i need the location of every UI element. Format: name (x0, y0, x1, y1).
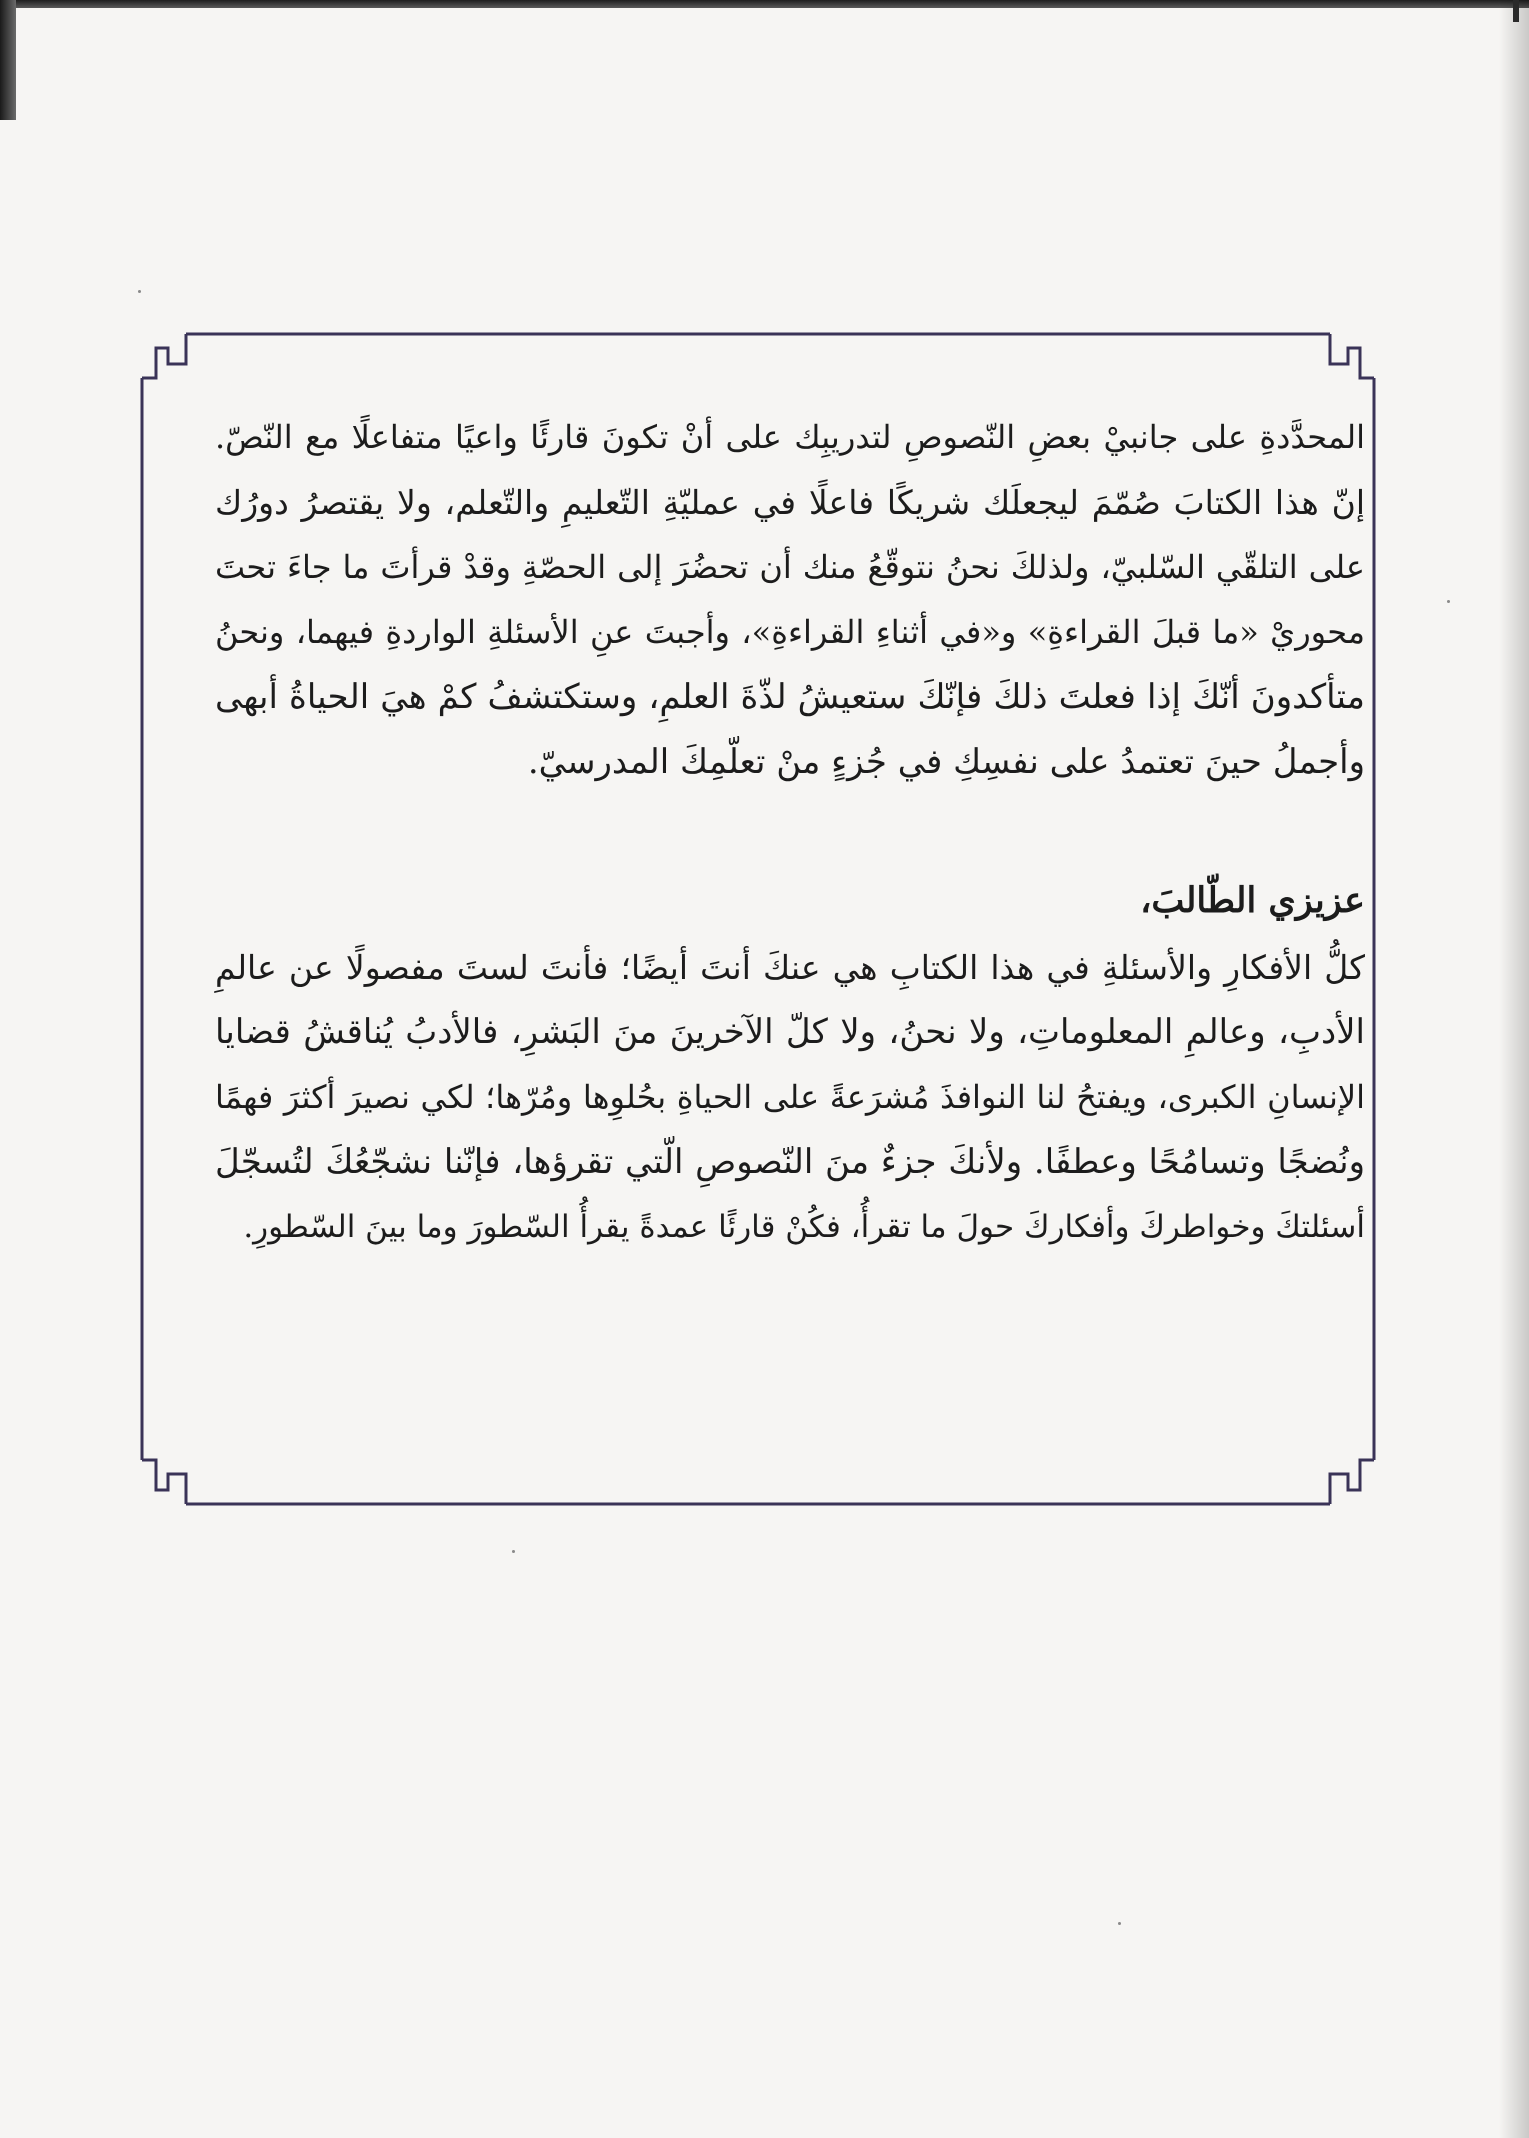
body-line: ونُضجًا وتسامُحًا وعطفًا. ولأنكَ جزءٌ منَ النّصوصِ الّتي تقرؤها، فإنّنا نشجّعُكَ لتُسجّلَ (215, 1142, 1365, 1182)
scan-top-edge (0, 0, 1529, 8)
scan-speck (1118, 1922, 1121, 1925)
intro-line: محوريْ «ما قبلَ القراءةِ» و«في أثناءِ القراءةِ»، وأجبتَ عنِ الأسئلةِ الواردةِ فيهما، ونحنُ (215, 613, 1365, 651)
intro-line: على التلقّي السّلبيّ، ولذلكَ نحنُ نتوقّعُ منك أن تحضُرَ إلى الحصّةِ وقدْ قرأتَ ما جاءَ تحتَ (215, 548, 1365, 586)
body-line: أسئلتكَ وخواطركَ وأفكاركَ حولَ ما تقرأُ، فكُنْ قارئًا عمدةً يقرأُ السّطورَ وما بينَ السّطورِ. (243, 1209, 1365, 1245)
body-line: الأدبِ، وعالمِ المعلوماتِ، ولا نحنُ، ولا كلّ الآخرينَ منَ البَشرِ، فالأدبُ يُناقشُ قضايا (215, 1012, 1365, 1052)
content-text-block (215, 405, 1365, 1260)
body-line: كلُّ الأفكارِ والأسئلةِ في هذا الكتابِ هي عنكَ أنتَ أيضًا؛ فأنتَ لستَ مفصولًا عن عالمِ (215, 948, 1365, 987)
page-gutter-shadow (1499, 0, 1529, 2138)
greeting-heading: عزيزي الطّالبَ، (1140, 880, 1365, 921)
intro-line: المحدَّدةِ على جانبيْ بعضِ النّصوصِ لتدريبِك على أنْ تكونَ قارئًا واعيًا متفاعلًا مع النّصّ. (215, 418, 1366, 456)
paragraph-gap (215, 795, 1365, 867)
scan-speck (512, 1550, 515, 1553)
body-line: الإنسانِ الكبرى، ويفتحُ لنا النوافذَ مُشرَعةً على الحياةِ بحُلوِها ومُرّها؛ لكي نصيرَ أكثرَ فهمًا (215, 1078, 1365, 1116)
intro-line: متأكدونَ أنّكَ إذا فعلتَ ذلكَ فإنّكَ ستعيشُ لذّةَ العلمِ، وستكتشفُ كمْ هيَ الحياةُ أبهى (215, 677, 1365, 717)
scan-speck (138, 290, 141, 293)
scan-left-edge (0, 0, 16, 120)
intro-paragraph (215, 405, 1365, 795)
intro-line: إنّ هذا الكتابَ صُمّمَ ليجعلَك شريكًا فاعلًا في عمليّةِ التّعليمِ والتّعلم، ولا يقتصرُ دورُك (215, 483, 1365, 522)
scan-speck (1447, 600, 1450, 603)
scan-corner-mark (1513, 0, 1519, 22)
body-paragraph (215, 935, 1365, 1260)
intro-line: وأجملُ حينَ تعتمدُ على نفسِكِ في جُزءٍ منْ تعلّمِكَ المدرسيّ. (527, 742, 1365, 782)
